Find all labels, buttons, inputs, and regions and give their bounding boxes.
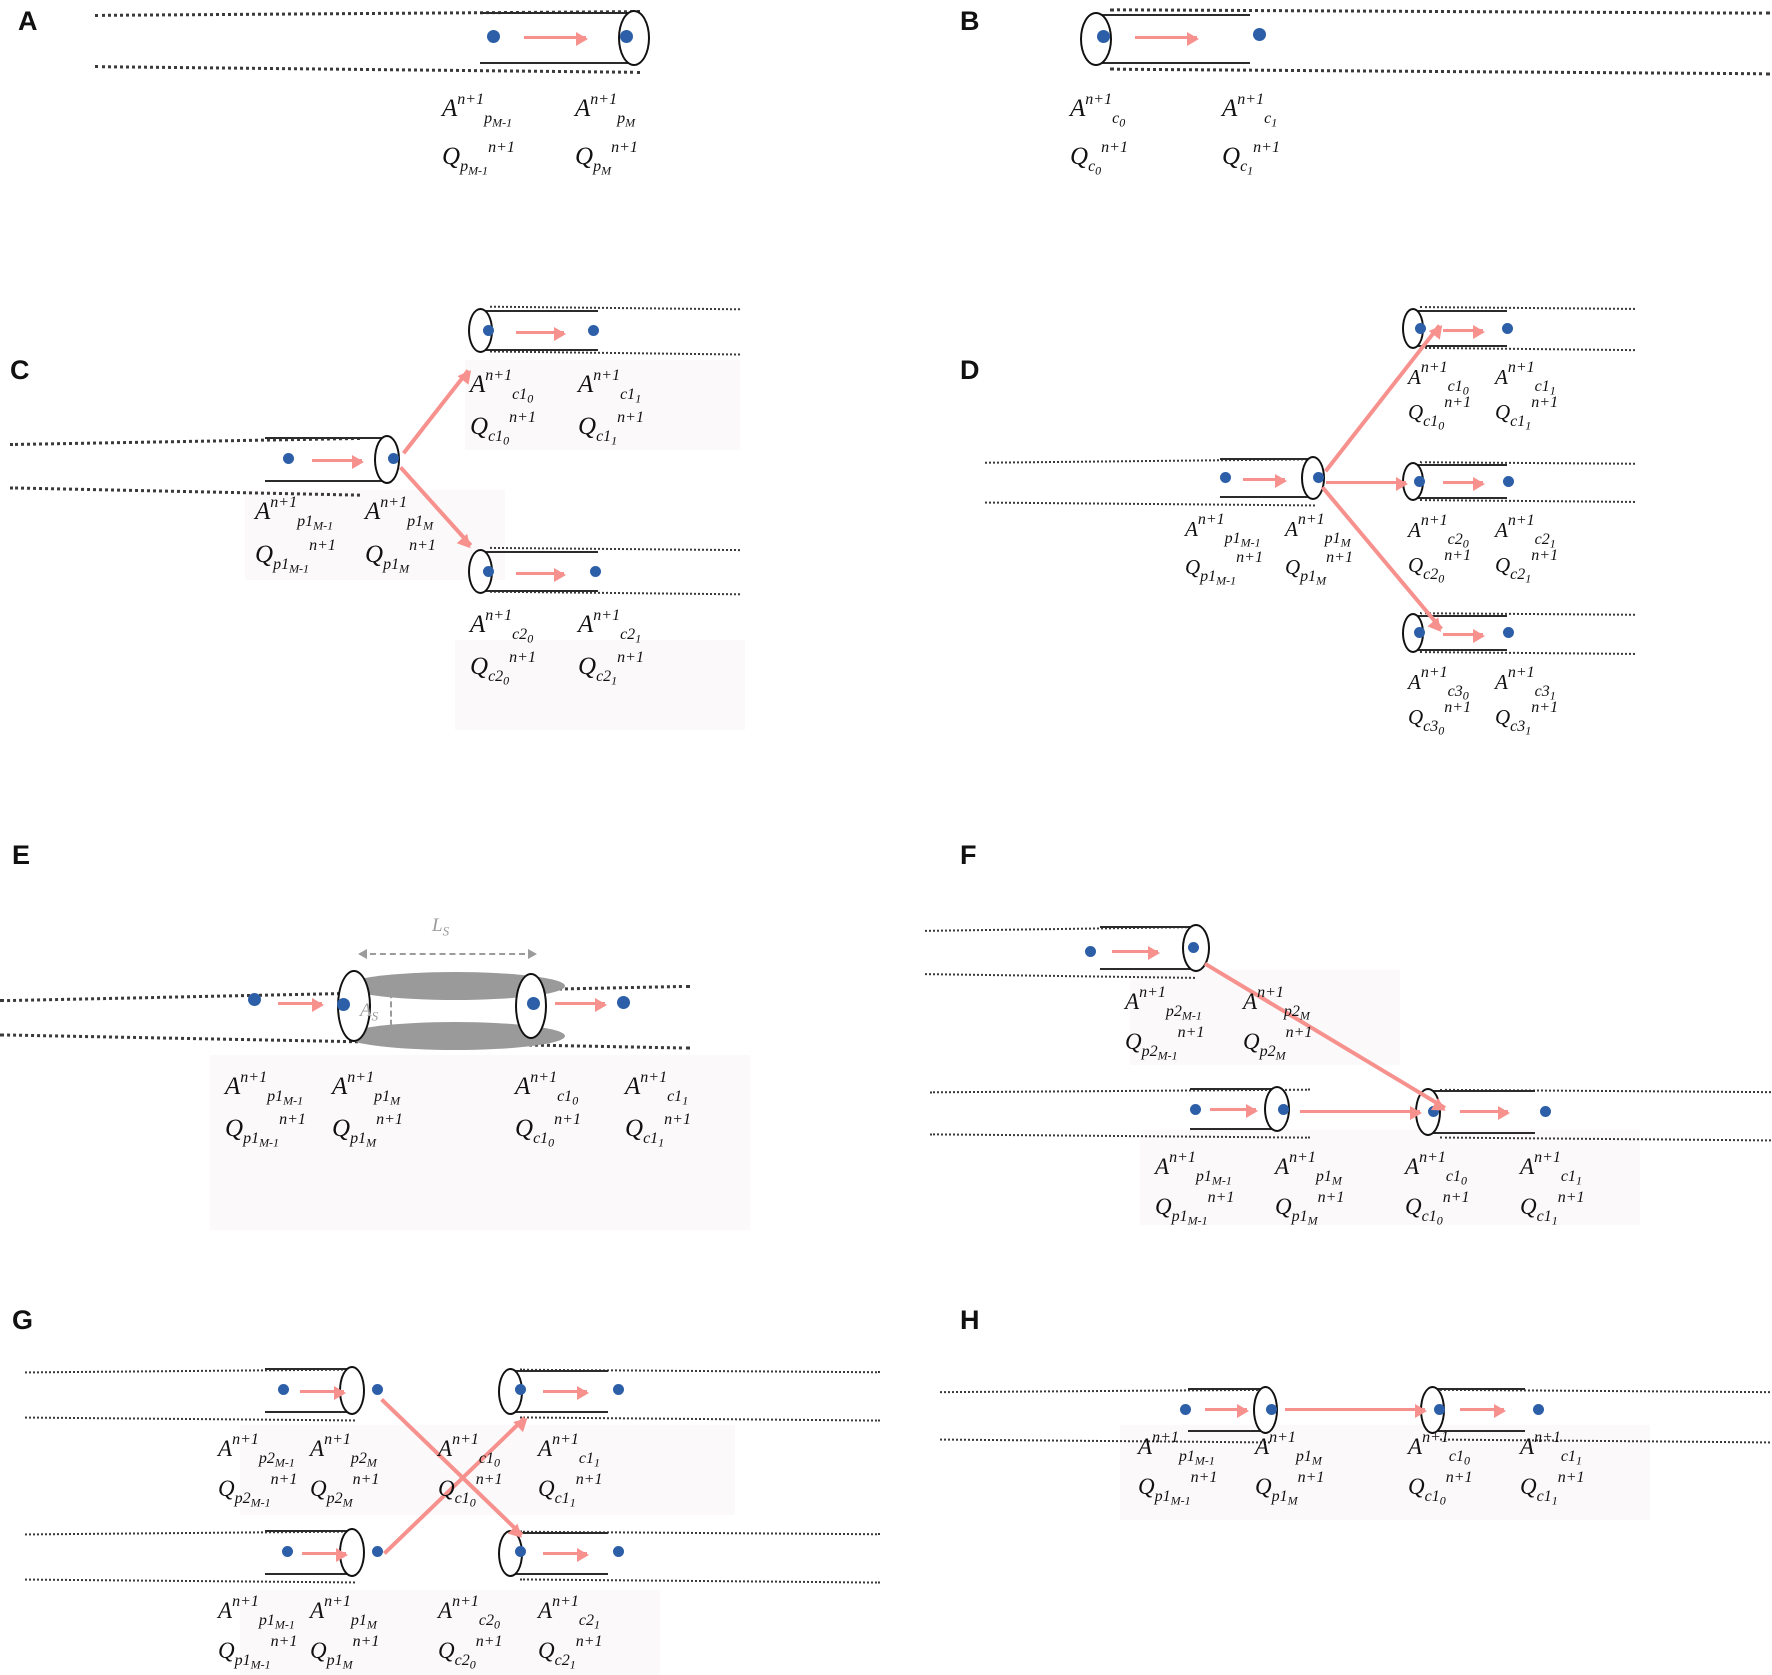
tube-body [1090, 14, 1250, 64]
vessel-wall-bottom [1420, 499, 1635, 503]
label-A-c21: $A^{n+1}_{c2_1}$ [578, 607, 642, 646]
node-dot [1253, 28, 1266, 41]
label-A-c10: $A^{n+1}_{c1_0}$ [515, 1069, 579, 1108]
label-A-c0: $A^{n+1}_{c_0}$ [1070, 91, 1126, 130]
label-A-c1: $A^{n+1}_{c_1}$ [1222, 91, 1278, 130]
flow-arrow [555, 1002, 605, 1005]
label-Q-c31: $Q_{c3_1}^{n+1}$ [1495, 699, 1559, 738]
panel-letter-a: A [18, 6, 38, 36]
panel-letter-g: G [12, 1305, 34, 1335]
node-dot [1313, 472, 1324, 483]
branch-arrow-up [402, 369, 470, 454]
flow-arrow [543, 1552, 587, 1555]
node-dot [515, 1546, 526, 1557]
node-dot [613, 1546, 624, 1557]
label-A-p2-M-1: $A^{n+1}_{p2_{M-1}}$ [1125, 984, 1202, 1023]
branch-arrow-mid [1326, 481, 1406, 484]
flow-arrow [516, 331, 564, 334]
node-dot [617, 996, 630, 1009]
node-dot [372, 1384, 383, 1395]
label-A-p-M: $A^{n+1}_{p_M}$ [575, 91, 636, 130]
label-Q-p2-M-1: $Q_{p2_{M-1}}^{n+1}$ [218, 1471, 298, 1510]
node-dot [483, 566, 494, 577]
vessel-wall-bottom [490, 350, 740, 355]
panel-letter-f: F [960, 840, 977, 870]
connection-arrow [1285, 1408, 1425, 1411]
label-A-c10: $A^{n+1}_{c1_0}$ [470, 367, 534, 406]
label-Q-c20: $Q_{c2_0}^{n+1}$ [1408, 547, 1472, 586]
label-Q-p1-M-1: $Q_{p1_{M-1}}^{n+1}$ [225, 1111, 306, 1150]
flow-arrow [1460, 1110, 1508, 1113]
label-A-c20: $A^{n+1}_{c2_0}$ [438, 1593, 500, 1632]
merge-arrow-from-p1 [1300, 1110, 1420, 1113]
label-Q-p1-M: $Q_{p1_M}^{n+1}$ [1275, 1189, 1345, 1228]
label-Q-c11: $Q_{c1_1}^{n+1}$ [625, 1111, 691, 1150]
label-A-p1-M: $A^{n+1}_{p1_M}$ [310, 1593, 377, 1632]
node-dot [1278, 1104, 1289, 1115]
node-dot [1415, 323, 1426, 334]
node-dot [527, 997, 540, 1010]
label-A-p1-M-1: $A^{n+1}_{p1_{M-1}}$ [218, 1593, 295, 1632]
node-dot [1097, 30, 1110, 43]
label-A-c11: $A^{n+1}_{c1_1}$ [578, 367, 642, 406]
label-Q-c10: $Q_{c1_0}^{n+1}$ [1408, 1469, 1473, 1508]
label-Q-c11: $Q_{c1_1}^{n+1}$ [1495, 394, 1559, 433]
flow-arrow [1460, 1408, 1504, 1411]
panel-letter-c: C [10, 355, 30, 385]
vessel-wall-bottom [1420, 651, 1635, 655]
vessel-wall-bottom [1420, 347, 1635, 351]
label-A-c31: $A^{n+1}_{c3_1}$ [1495, 664, 1556, 703]
label-A-p1-M-1: $A^{n+1}_{p1_{M-1}}$ [1185, 511, 1261, 550]
node-dot [388, 453, 399, 464]
stenosis-area-label: $A_S$ [360, 1000, 379, 1024]
label-A-p1-M-1: $A^{n+1}_{p1_{M-1}}$ [255, 494, 334, 533]
shade [500, 1425, 735, 1515]
label-Q-p1-M: $Q_{p1_M}^{n+1}$ [365, 537, 436, 576]
label-Q-p1-M: $Q_{p1_M}^{n+1}$ [332, 1111, 403, 1150]
label-Q-c0: $Q_{c_0}^{n+1}$ [1070, 139, 1128, 178]
panel-letter-d: D [960, 355, 980, 385]
label-Q-c21: $Q_{c2_1}^{n+1}$ [538, 1633, 603, 1672]
label-Q-p1-M-1: $Q_{p1_{M-1}}^{n+1}$ [1185, 549, 1263, 588]
label-Q-c10: $Q_{c1_0}^{n+1}$ [1405, 1189, 1470, 1228]
vessel-wall-bottom [520, 1578, 880, 1583]
node-dot [372, 1546, 383, 1557]
node-dot [283, 453, 294, 464]
label-Q-p1-M-1: $Q_{p1_{M-1}}^{n+1}$ [1138, 1469, 1218, 1508]
node-dot [1434, 1404, 1445, 1415]
node-dot [278, 1384, 289, 1395]
vessel-wall-bottom [25, 1579, 355, 1584]
label-A-c11: $A^{n+1}_{c1_1}$ [1520, 1149, 1582, 1188]
label-A-p1-M: $A^{n+1}_{p1_M}$ [365, 494, 434, 533]
node-dot [590, 566, 601, 577]
flow-arrow [1443, 633, 1483, 636]
node-dot [588, 325, 599, 336]
label-Q-p2-M-1: $Q_{p2_{M-1}}^{n+1}$ [1125, 1024, 1205, 1063]
label-Q-c11: $Q_{c1_1}^{n+1}$ [538, 1471, 603, 1510]
label-A-p1-M-1: $A^{n+1}_{p1_{M-1}}$ [225, 1069, 304, 1108]
label-Q-p1-M: $Q_{p1_M}^{n+1}$ [1285, 549, 1353, 588]
label-A-c21: $A^{n+1}_{c2_1}$ [1495, 512, 1556, 551]
flow-arrow [1112, 950, 1158, 953]
label-Q-c10: $Q_{c1_0}^{n+1}$ [515, 1111, 581, 1150]
flow-arrow [312, 459, 362, 462]
node-dot [1503, 627, 1514, 638]
label-A-p2-M: $A^{n+1}_{p2_M}$ [310, 1431, 377, 1470]
node-dot [1503, 476, 1514, 487]
tube-inlet [1090, 14, 1250, 64]
node-dot [1220, 472, 1231, 483]
flow-arrow [278, 1002, 322, 1005]
node-dot [1414, 476, 1425, 487]
label-A-p2-M-1: $A^{n+1}_{p2_{M-1}}$ [218, 1431, 295, 1470]
stenosis-length-label: $L_S$ [432, 915, 450, 939]
flow-arrow [1443, 481, 1483, 484]
label-A-p2-M: $A^{n+1}_{p2_M}$ [1243, 984, 1310, 1023]
node-dot [282, 1546, 293, 1557]
stenosis-length-dimension [360, 953, 535, 955]
label-A-c20: $A^{n+1}_{c2_0}$ [470, 607, 534, 646]
label-Q-p1-M-1: $Q_{p1_{M-1}}^{n+1}$ [218, 1633, 298, 1672]
label-A-c11: $A^{n+1}_{c1_1}$ [625, 1069, 689, 1108]
node-dot [1180, 1404, 1191, 1415]
label-Q-p1-M-1: $Q_{p1_{M-1}}^{n+1}$ [255, 537, 336, 576]
flow-arrow [302, 1552, 346, 1555]
label-Q-c21: $Q_{c2_1}^{n+1}$ [1495, 547, 1559, 586]
label-A-p1-M: $A^{n+1}_{p1_M}$ [1285, 511, 1351, 550]
label-A-c11: $A^{n+1}_{c1_1}$ [538, 1431, 600, 1470]
label-A-p1-M: $A^{n+1}_{p1_M}$ [332, 1069, 401, 1108]
label-Q-c1: $Q_{c_1}^{n+1}$ [1222, 139, 1280, 178]
flow-arrow [300, 1390, 344, 1393]
label-A-p1-M: $A^{n+1}_{p1_M}$ [1275, 1149, 1342, 1188]
label-A-c10: $A^{n+1}_{c1_0}$ [438, 1431, 500, 1470]
node-dot [1085, 946, 1096, 957]
label-Q-c20: $Q_{c2_0}^{n+1}$ [438, 1633, 503, 1672]
panel-letter-h: H [960, 1305, 980, 1335]
vessel-wall-bottom [25, 1417, 355, 1422]
node-dot [1188, 942, 1199, 953]
flow-arrow [1443, 329, 1483, 332]
label-A-c10: $A^{n+1}_{c1_0}$ [1408, 1429, 1470, 1468]
label-A-c11: $A^{n+1}_{c1_1}$ [1495, 359, 1556, 398]
flow-arrow [1243, 478, 1285, 481]
label-A-p1-M-1: $A^{n+1}_{p1_{M-1}}$ [1138, 1429, 1215, 1468]
label-Q-p2-M: $Q_{p2_M}^{n+1}$ [310, 1471, 380, 1510]
label-A-c10: $A^{n+1}_{c1_0}$ [1408, 359, 1469, 398]
label-A-p1-M-1: $A^{n+1}_{p1_{M-1}}$ [1155, 1149, 1232, 1188]
label-Q-p-M: $Q_{p_M}^{n+1}$ [575, 139, 638, 178]
node-dot [1190, 1104, 1201, 1115]
label-Q-c10: $Q_{c1_0}^{n+1}$ [1408, 394, 1472, 433]
node-dot [1414, 627, 1425, 638]
vessel-wall-bottom [520, 1416, 880, 1421]
label-Q-c30: $Q_{c3_0}^{n+1}$ [1408, 699, 1472, 738]
label-Q-p1-M-1: $Q_{p1_{M-1}}^{n+1}$ [1155, 1189, 1235, 1228]
flow-arrow [1135, 36, 1197, 39]
panel-letter-e: E [12, 840, 31, 870]
label-Q-c20: $Q_{c2_0}^{n+1}$ [470, 649, 536, 688]
label-A-p-M-1: $A^{n+1}_{p_{M-1}}$ [442, 91, 513, 130]
label-Q-p1-M: $Q_{p1_M}^{n+1}$ [310, 1633, 380, 1672]
label-Q-c21: $Q_{c2_1}^{n+1}$ [578, 649, 644, 688]
label-Q-c11: $Q_{c1_1}^{n+1}$ [1520, 1189, 1585, 1228]
label-A-c11: $A^{n+1}_{c1_1}$ [1520, 1429, 1582, 1468]
panel-letter-b: B [960, 6, 980, 36]
flow-arrow [524, 36, 586, 39]
label-A-c30: $A^{n+1}_{c3_0}$ [1408, 664, 1469, 703]
node-dot [620, 30, 633, 43]
node-dot [1502, 323, 1513, 334]
node-dot [337, 998, 350, 1011]
label-Q-c10: $Q_{c1_0}^{n+1}$ [438, 1471, 503, 1510]
label-A-c21: $A^{n+1}_{c2_1}$ [538, 1593, 600, 1632]
label-A-c20: $A^{n+1}_{c2_0}$ [1408, 512, 1469, 551]
label-Q-c10: $Q_{c1_0}^{n+1}$ [470, 409, 536, 448]
node-dot [248, 993, 261, 1006]
flow-arrow [543, 1390, 587, 1393]
label-Q-c11: $Q_{c1_1}^{n+1}$ [578, 409, 644, 448]
flow-arrow [516, 572, 564, 575]
flow-arrow [1205, 1408, 1247, 1411]
vessel-wall-bottom [95, 65, 640, 74]
node-dot [1540, 1106, 1551, 1117]
label-Q-c11: $Q_{c1_1}^{n+1}$ [1520, 1469, 1585, 1508]
node-dot [515, 1384, 526, 1395]
node-dot [487, 30, 500, 43]
node-dot [483, 325, 494, 336]
node-dot [1266, 1404, 1277, 1415]
stenosis-area-dimension [390, 983, 392, 1035]
label-Q-p2-M: $Q_{p2_M}^{n+1}$ [1243, 1024, 1313, 1063]
label-A-p1-M: $A^{n+1}_{p1_M}$ [1255, 1429, 1322, 1468]
vessel-wall-bottom [1110, 68, 1770, 76]
label-Q-p1-M: $Q_{p1_M}^{n+1}$ [1255, 1469, 1325, 1508]
vessel-wall-bottom [985, 502, 1315, 507]
node-dot [613, 1384, 624, 1395]
label-Q-p-M-1: $Q_{p_{M-1}}^{n+1}$ [442, 139, 515, 178]
label-A-c10: $A^{n+1}_{c1_0}$ [1405, 1149, 1467, 1188]
flow-arrow [1210, 1108, 1256, 1111]
node-dot [1533, 1404, 1544, 1415]
